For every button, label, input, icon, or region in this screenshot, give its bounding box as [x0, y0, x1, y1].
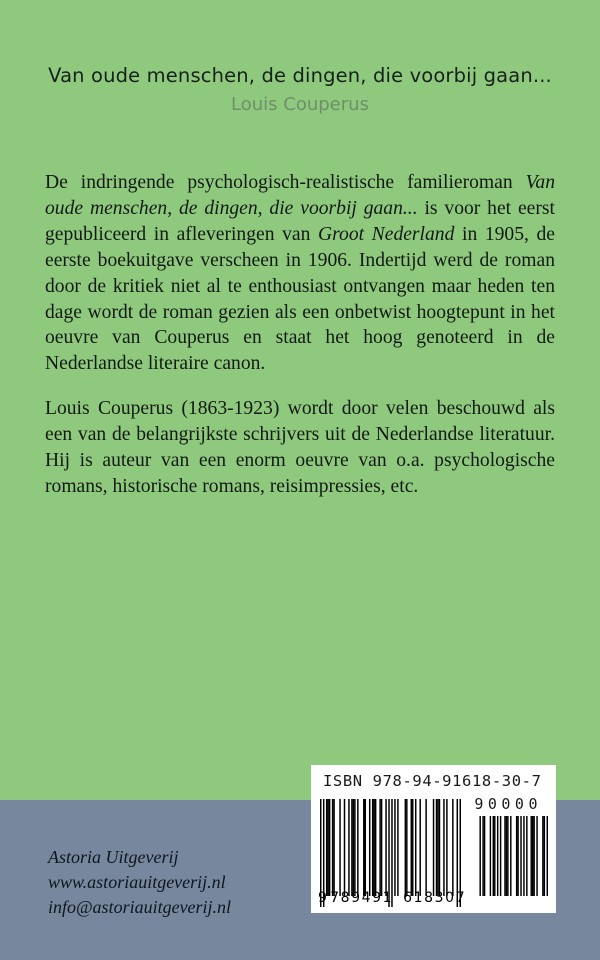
ean13-human-readable-digits	[318, 890, 467, 906]
publisher-website: www.astoriauitgeverij.nl	[48, 872, 226, 892]
ean5-addon-barcode-image	[478, 816, 548, 896]
blurb-paragraph-2: Louis Couperus (1863-1923) wordt door velen beschouwd als een van de belangrijkste schrijvers uit de Nederlandse literatuur. Hij is auteur van een enorm oeuvre van o.a. psychologische romans, historische romans, reisimpressies, etc.	[45, 398, 555, 497]
ean-left-group: 789491	[330, 890, 394, 906]
ean-lead-digit: 9	[318, 890, 328, 906]
ean-right-group: 618307	[403, 890, 467, 906]
publisher-name: Astoria Uitgeverij	[48, 847, 179, 867]
book-title: Van oude menschen, de dingen, die voorbij gaan...	[48, 64, 552, 87]
blurb-text-block	[45, 170, 555, 500]
addon-price-digits: 90000	[474, 795, 542, 813]
publisher-email: info@astoriauitgeverij.nl	[48, 897, 232, 917]
blurb-paragraph-1: De indringende psychologisch-realistische familieroman Van oude menschen, de dingen, die voorbij gaan... is voor het eerst gepubliceerd in afleveringen van Groot Nederland in 1905, de eerste boekuitgave verscheen in 1906. Indertijd werd de roman door de kritiek niet al te enthousiast ontvangen maar heden ten dage wordt de roman gezien als een onbetwist hoogtepunt in het oeuvre van Couperus en staat het hoog genoteerd in de Nederlandse literaire canon.	[45, 172, 556, 375]
book-author: Louis Couperus	[231, 94, 369, 116]
cover-header	[0, 64, 600, 116]
isbn-label: ISBN 978-94-91618-30-7	[323, 772, 542, 790]
publisher-imprint	[48, 845, 231, 920]
isbn-barcode-panel	[311, 765, 556, 913]
